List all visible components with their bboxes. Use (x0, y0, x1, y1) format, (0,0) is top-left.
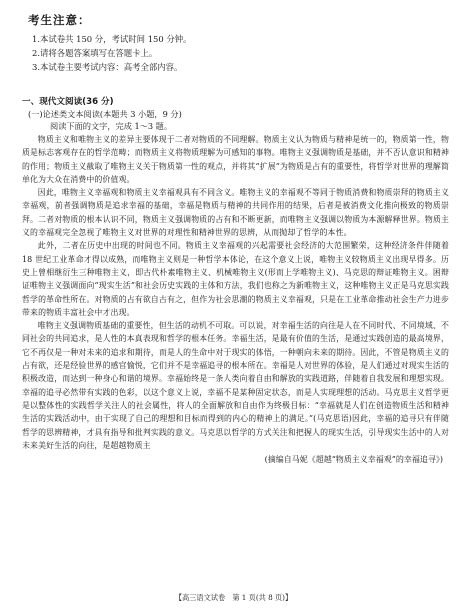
passage-paragraph: 物质主义和唯物主义的差异主要体现于二者对物质的不同理解。物质主义认为物质与精神是统一的，物质第一性，物质是标志客观存在的哲学范畴；而物质主义将物质理解为可感知的事物。唯物主义强调物质是基础，并不否认意识和精神的作用；物质主义截取了唯物主义关于物质第一性的观点，并将其“扩展”为物质是占有的重要性，将哲学对世界的理解简单化为大众在消费中的价值观。 (22, 135, 449, 184)
section-subheading: (一)论述类文本阅读(本题共 3 小题，9 分) (28, 109, 182, 119)
notice-title: 考生注意： (28, 13, 91, 27)
notice-item: 2.请将各题答案填写在答题卡上。 (32, 48, 158, 58)
reading-instruction: 阅读下面的文字，完成 1～3 题。 (50, 121, 173, 131)
passage-source: (摘编自马妮《超越“物质主义幸福观”的幸福追寻》) (264, 455, 443, 465)
notice-item: 3.本试卷主要考试内容：高考全部内容。 (32, 62, 183, 72)
passage-paragraph: 此外，二者在历史中出现的时间也不同。物质主义幸福观的兴起需要社会经济的大范围繁荣，这种经济条件伴随着 18 世纪工业革命才得以成熟，而唯物主义则是一种哲学本体论，在这个意义上说，唯物主义较物质主义出现早得多。历史上曾相继衍生三种唯物主义，即古代朴素唯物主义、机械唯物主义(形而上学唯物主义)、马克思的辩证唯物主义。困辩证唯物主义强调面向“现实生活”和社会历史实践的主体和方法，我们也称之为新唯物主义，这种唯物主义正是马克思实践哲学的革命性所在。对物质的占有欲自古有之，但作为社会思潮的物质主义幸福观，只是在工业革命推动社会生产力进步带来的物质丰富社会中才出现。 (22, 241, 449, 317)
passage (22, 133, 449, 452)
notice-item: 1.本试卷共 150 分，考试时间 150 分钟。 (32, 34, 192, 44)
passage-paragraph: 唯物主义强调物质基础的重要性，但生活的动机不可取。可以说，对幸福生活的向往是人在不同时代、不同境域、不同社会的共同追求，是人性的本真表现和哲学的根本任务。幸福生活，是最有价值的生活，是通过实践创造的最高境界，它不再仅是一种对未来的追求和期待，而是人的生命中对于现实的体悟，一种朝向未来的期待。因此，不管是物质主义的占有欲，还是经验世界的感官愉悦，它们并不是幸福追寻的根本所在。幸福是人对世界的体验，是人们通过对现实生活的积极改造，而达到一种身心和谐的境界。幸福始终是一条人类向着自由和解放的实践道路，伴随着自我发展和理想实现。幸福的追寻必然带有实践的色彩，以这个意义上说，幸福不是某种固定状态，而是人实现理想的活动。马克思主义哲学更是以整体性的实践哲学关注人的社会属性，将人的全面解放和自由作为终极目标：“幸福就是人们在创造物质生活和精神生活的实践活动中，由于实现了自己的理想和目标而得到的内心的精神上的满足。”(马克思语)因此，幸福的追寻只有伴随哲学的思辨精神，才具有指导和批判实践的意义。马克思以哲学的方式关注和把握人的现实生活，引导现实生活中的人对未来美好生活的向往，是超越物质主 (22, 321, 449, 450)
notice-block (22, 12, 449, 74)
page-footer: 【高三语文试卷 第 1 页(共 8 页)】 (174, 593, 293, 602)
passage-paragraph: 因此，唯物主义幸福观和物质主义幸福观具有不同含义。唯物主义的幸福观不等同于物质消费和物质崇拜的物质主义幸福观，前者强调物质是追求幸福的基础，幸福是物质与精神的共同作用的结果，后者是被消费文化推向极致的物质崇拜。二者对物质的根本认识不同，物质主义强调物质的占有和不断更新，而唯物主义强调以物质为本源解释世界。物质主义的幸福观完全忽视了唯物主义对世界的对理性和精神世界的思辨，从而抛却了哲学的本性。 (22, 188, 449, 238)
section-heading: 一、现代文阅读(36 分) (22, 97, 114, 107)
